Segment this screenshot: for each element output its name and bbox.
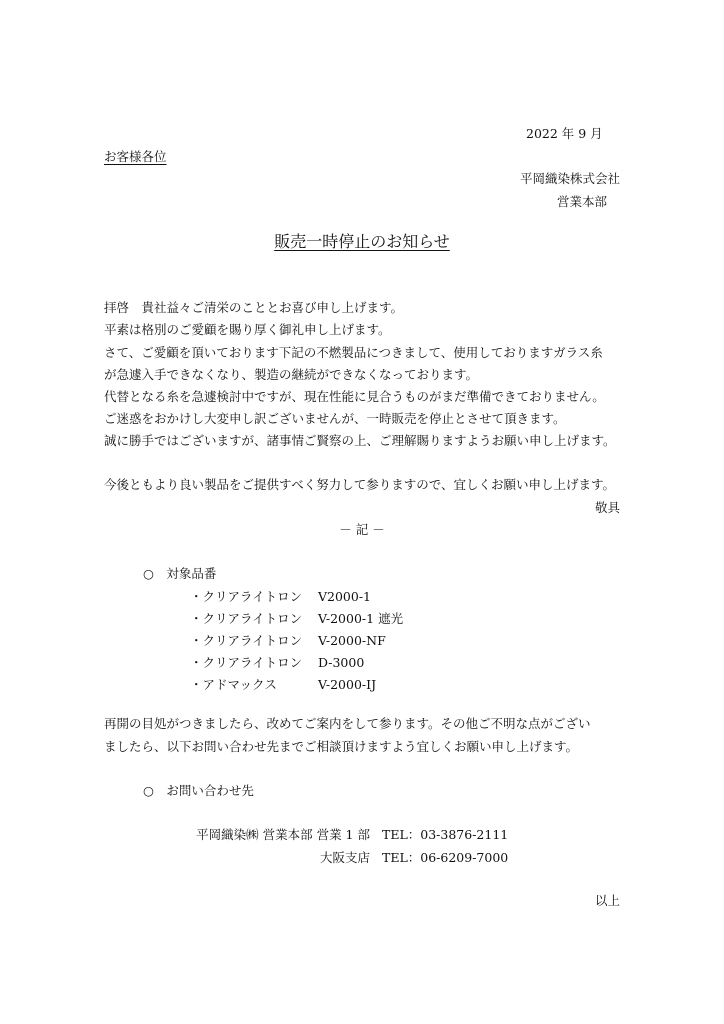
product-code: V-2000-IJ [318,677,377,692]
product-name: ・クリアライトロン [190,655,303,670]
body-line: 平素は格別のご愛顧を賜り厚く御礼申し上げます。 [104,322,391,337]
resume-line: ましたら、以下お問い合わせ先までご相談頂けますよう宜しくお願い申し上げます。 [104,739,579,754]
contact-tel: TEL：03-3876-2111 [382,827,509,842]
body-line: 代替となる糸を急遽検討中ですが、現在性能に見合うものがまだ準備できておりません。 [104,389,605,404]
ki-heading: － 記 － [339,522,385,537]
body-line: が急遽入手できなくなり、製造の継続ができなくなっております。 [104,367,479,382]
product-name: ・クリアライトロン [190,633,303,648]
contact-tel: TEL：06-6209-7000 [382,850,509,865]
products-heading: ○ 対象品番 [143,566,217,581]
contact-label: 平岡織染㈱ 営業本部 営業 1 部 [196,827,370,842]
resume-line: 再開の目処がつきましたら、改めてご案内をして参ります。その他ご不明な点がござい [104,716,591,731]
product-code: V2000-1 [318,589,372,604]
body-line: さて、ご愛顧を頂いております下記の不燃製品につきまして、使用しておりますガラス糸 [104,345,603,360]
date: 2022 年 9 月 [526,126,603,141]
closing-line: 今後ともより良い製品をご提供すべく努力して参りますので、宜しくお願い申し上げます。 [104,477,616,492]
product-name: ・クリアライトロン [190,589,303,604]
sender-department: 営業本部 [557,194,608,209]
body-line: ご迷惑をおかけし大変申し訳ございませんが、一時販売を停止とさせて頂きます。 [104,411,566,426]
recipient: お客様各位 [104,149,167,164]
closing-word: 敬具 [594,500,620,515]
end-mark: 以上 [594,893,620,908]
product-code: D-3000 [318,655,365,670]
product-code: V-2000-NF [318,633,386,648]
product-name: ・クリアライトロン [190,611,303,626]
product-code: V-2000-1 遮光 [318,611,404,626]
contact-label: 大阪支店 [319,850,370,865]
sender-company: 平岡織染株式会社 [519,171,620,186]
document-title: 販売一時停止のお知らせ [274,232,450,251]
body-line: 誠に勝手ではございますが、諸事情ご賢察の上、ご理解賜りますようお願い申し上げます。 [104,433,616,448]
product-name: ・アドマックス [190,677,277,692]
body-line: 拝啓 貴社益々ご清栄のこととお喜び申し上げます。 [104,300,404,315]
contact-heading: ○ お問い合わせ先 [143,783,254,798]
